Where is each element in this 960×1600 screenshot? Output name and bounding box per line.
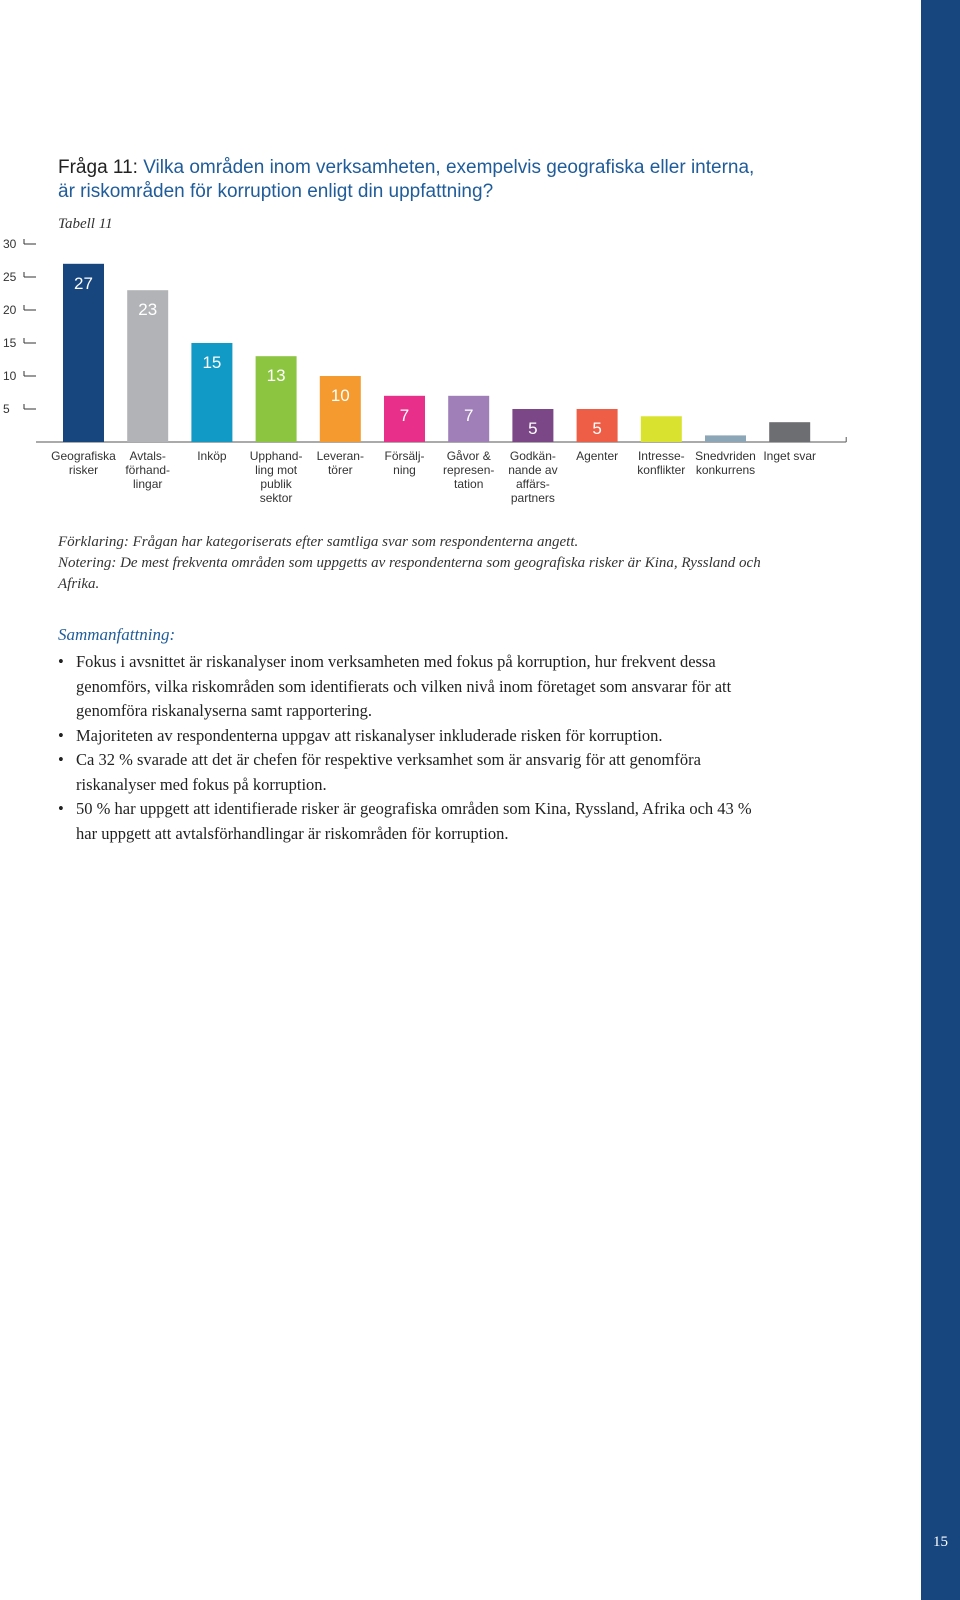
bar bbox=[641, 416, 682, 442]
category-label: Leveran- bbox=[316, 449, 364, 463]
bar-value-label: 10 bbox=[330, 386, 350, 405]
bar-value-label: 7 bbox=[463, 405, 474, 425]
summary-item: • Ca 32 % svarade att det är chefen för respektive verksamhet som är ansvarig för att genomföra riskanalyser med fokus på korruption. bbox=[58, 748, 758, 797]
category-label: törer bbox=[327, 463, 353, 477]
category-label: förhand- bbox=[125, 463, 171, 477]
category-label: Snedvriden bbox=[695, 449, 756, 463]
table-label: Tabell 11 bbox=[58, 216, 113, 232]
category-label: affärs- bbox=[516, 477, 550, 491]
y-tick-label: 30 bbox=[3, 237, 17, 251]
category-label: ling mot bbox=[255, 463, 298, 477]
y-tick-label: 25 bbox=[3, 270, 17, 284]
page-number: 15 bbox=[933, 1534, 948, 1550]
summary-list bbox=[58, 650, 758, 846]
bar-value-label: 23 bbox=[138, 300, 158, 320]
category-label: Inget svar bbox=[763, 449, 817, 463]
y-tick-label: 15 bbox=[3, 336, 17, 350]
note-explanation: Förklaring: Frågan har kategoriserats efter samtliga svar som respondenterna angett. bbox=[58, 534, 579, 550]
category-label: Upphand- bbox=[249, 449, 303, 463]
bar-value-label: 5 bbox=[528, 419, 538, 438]
bar bbox=[769, 422, 810, 442]
bar-value-label: 13 bbox=[266, 366, 286, 386]
category-label: nande av bbox=[508, 463, 558, 477]
category-label: Geografiska bbox=[51, 449, 116, 463]
y-tick-label: 10 bbox=[3, 369, 17, 383]
category-label: Intresse- bbox=[637, 449, 685, 463]
category-label: Godkän- bbox=[509, 449, 556, 463]
question-text: Vilka områden inom verksamheten, exempelvis geografiska eller interna, är riskområden för korruption enligt din uppfattning? bbox=[58, 157, 755, 202]
category-label: konflikter bbox=[637, 463, 686, 477]
category-label: Agenter bbox=[576, 449, 619, 463]
category-label: konkurrens bbox=[695, 463, 756, 477]
bar bbox=[705, 435, 746, 442]
summary-heading: Sammanfattning: bbox=[58, 625, 176, 644]
bar-value-label: 7 bbox=[399, 405, 410, 425]
bar-value-label: 27 bbox=[74, 273, 93, 293]
category-label: Försälj- bbox=[384, 449, 425, 463]
summary-item: • 50 % har uppgett att identifierade risker är geografiska områden som Kina, Ryssland, Afrika och 43 % har uppgett att avtalsförhandlingar är riskområden för korruption. bbox=[58, 797, 758, 846]
y-tick-label: 5 bbox=[3, 402, 10, 416]
category-label: tation bbox=[454, 477, 484, 491]
y-tick-label: 20 bbox=[3, 303, 17, 317]
category-label: partners bbox=[510, 491, 555, 505]
category-label: sektor bbox=[259, 491, 293, 505]
category-label: lingar bbox=[133, 477, 163, 491]
bar-value-label: 15 bbox=[202, 353, 222, 372]
question-heading bbox=[58, 156, 758, 204]
category-label: ning bbox=[393, 463, 416, 477]
question-label: Fråga 11: bbox=[58, 157, 138, 178]
summary-item: • Majoriteten av respondenterna uppgav att riskanalyser inkluderade risken för korruption. bbox=[58, 724, 758, 749]
category-label: Inköp bbox=[197, 449, 227, 463]
category-label: risker bbox=[68, 463, 99, 477]
note-notering: Notering: De mest frekventa områden som uppgetts av respondenterna som geografiska risker är Kina, Ryssland och Afrika. bbox=[58, 555, 761, 592]
category-label: Avtals- bbox=[129, 449, 166, 463]
bar-chart bbox=[0, 230, 900, 520]
category-label: publik bbox=[260, 477, 292, 491]
summary-item: • Fokus i avsnittet är riskanalyser inom verksamheten med fokus på korruption, hur frekvent dessa genomförs, vilka riskområden som identifierats och vilken nivå inom företaget som ansvarar för att genomföra riskanalyserna samt rapportering. bbox=[58, 650, 758, 724]
bar-value-label: 5 bbox=[592, 419, 602, 438]
category-label: Gåvor & bbox=[446, 449, 491, 463]
category-label: represen- bbox=[443, 463, 495, 477]
side-band bbox=[921, 0, 960, 1600]
